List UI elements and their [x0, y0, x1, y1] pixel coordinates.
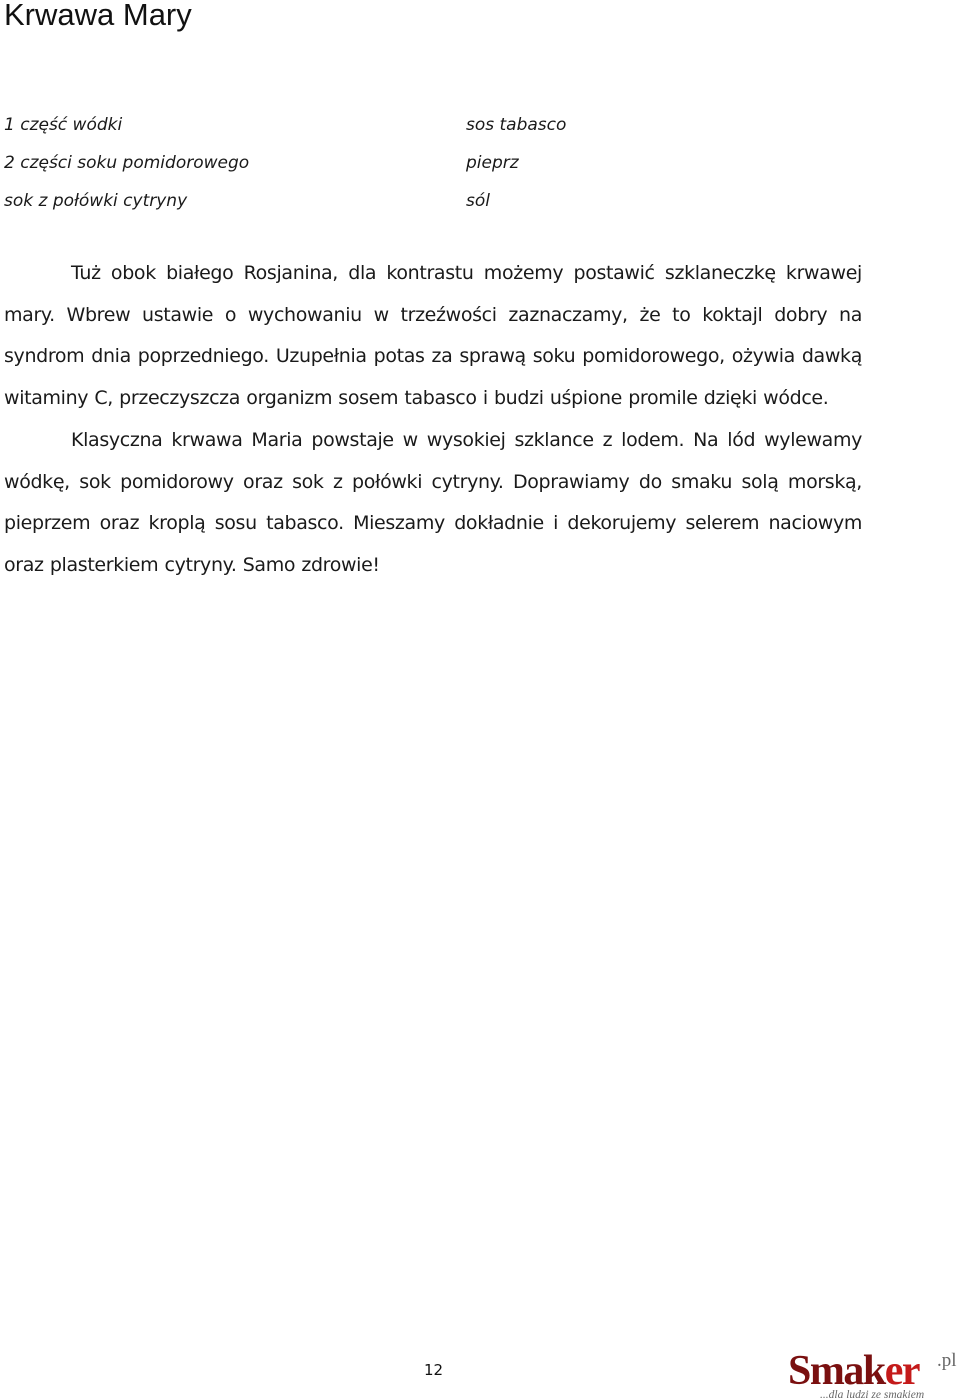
ingredients-column-left: [4, 106, 249, 220]
page-title: Krwawa Mary: [4, 0, 192, 32]
ingredient-item: sok z połówki cytryny: [4, 191, 188, 211]
smaker-logo: [788, 1346, 960, 1400]
logo-suffix: .pl: [937, 1350, 957, 1371]
logo-tagline: ...dla ludzi ze smakiem: [820, 1389, 925, 1400]
ingredient-item: pieprz: [466, 153, 519, 173]
ingredient-item: 1 część wódki: [4, 115, 123, 135]
ingredient-item: sól: [466, 191, 490, 211]
smaker-logo-graphic: [788, 1346, 960, 1400]
paragraph-instructions: Klasyczna krwawa Maria powstaje w wysokiej szklance z lodem. Na lód wylewamy wódkę, sok pomidorowy oraz sok z połówki cytryny. Doprawiamy do smaku solą morską, pieprzem oraz kroplą sosu tabasco. Mieszamy dokładnie i dekorujemy selerem naciowym oraz plasterkiem cytryny. Samo zdrowie!: [4, 428, 862, 576]
ingredients-column-right: [466, 106, 566, 220]
ingredient-item: sos tabasco: [466, 115, 567, 135]
recipe-description: [4, 253, 862, 587]
page-number: 12: [424, 1361, 444, 1379]
ingredients-list: [4, 106, 904, 216]
paragraph-intro: Tuż obok białego Rosjanina, dla kontrastu możemy postawić szklaneczkę krwawej mary. Wbrew ustawie o wychowaniu w trzeźwości zaznaczamy, że to koktajl dobry na syndrom dnia poprzedniego. Uzupełnia potas za sprawą soku pomidorowego, ożywia dawką witaminy C, przeczyszcza organizm sosem tabasco i budzi uśpione promile dzięki wódce.: [4, 262, 862, 410]
ingredient-item: 2 części soku pomidorowego: [4, 153, 250, 173]
logo-wordmark: Smaker: [788, 1348, 919, 1394]
